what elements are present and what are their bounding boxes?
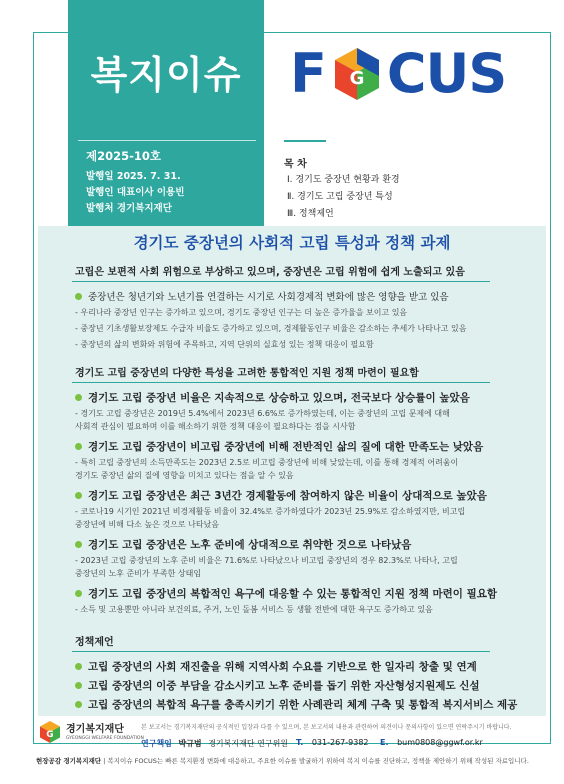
foundation-name: 경기복지재단 (66, 723, 124, 735)
phone-block (296, 738, 369, 747)
list-item (75, 390, 470, 405)
toc-item-3[interactable]: Ⅲ. 정책제언 (287, 209, 334, 219)
bullet-text: 경기도 고립 중장년이 비고립 중장년에 비해 전반적인 삶의 질에 대한 만족도는 낮았음 (88, 441, 484, 453)
bullet-text: 경기도 고립 중장년 비율은 지속적으로 상승하고 있으며, 전국보다 상승률이 높았음 (88, 392, 470, 404)
bullet-dot-icon (75, 590, 82, 597)
email-label: E. (380, 738, 389, 747)
list-item (75, 659, 477, 674)
bottom-text: | 복지이슈 FOCUS는 빠른 복지환경 변화에 대응하고, 주요한 이슈를 발굴하기 위하여 복지 이슈를 진단하고, 정책을 제안하기 위해 작성된 자료입니다. (103, 757, 529, 765)
svg-text:G: G (46, 730, 54, 740)
issue-number: 제2025-10호 (86, 149, 162, 163)
section1-heading: 고립은 보편적 사회 위험으로 부상하고 있으며, 중장년은 고립 위험에 쉽게 노출되고 있음 (75, 267, 465, 278)
report-title: 경기도 중장년의 사회적 고립 특성과 정책 과제 (133, 234, 451, 252)
sub-item: - 우리나라 중장년 인구는 증가하고 있으며, 경기도 중장년 인구는 더 높은 증가율을 보이고 있음 (75, 308, 408, 317)
list-item (75, 537, 411, 552)
sub-item: 경기도 중장년 삶의 질에 영향을 미치고 있다는 점을 알 수 있음 (75, 471, 294, 480)
bullet-text: 고립 중장년의 복합적 욕구를 충족시키기 위한 사례관리 체계 구축 및 통합적 복지서비스 제공 (88, 699, 518, 711)
masthead-divider (78, 140, 256, 141)
sub-item: - 경기도 고립 중장년은 2019년 5.4%에서 2023년 6.6%로 증가하였는데, 이는 중장년의 고립 문제에 대해 (75, 409, 450, 418)
phone-label: T. (296, 738, 304, 747)
list-item (75, 488, 487, 503)
publish-date: 발행일 2025. 7. 31. (86, 171, 181, 182)
section2-heading: 경기도 고립 중장년의 다양한 특성을 고려한 통합적인 지원 정책 마련이 필요함 (75, 368, 419, 379)
toc-item-1[interactable]: Ⅰ. 경기도 중장년 현황과 환경 (287, 175, 400, 185)
bullet-dot-icon (75, 541, 82, 548)
section2-rule (72, 382, 490, 383)
focus-logo (290, 44, 506, 104)
disclaimer-note: 본 보고서는 경기복지재단의 공식적인 입장과 다를 수 있으며, 본 보고서의 내용과 관련하여 의견이나 문의사항이 있으면 연락주시기 바랍니다. (141, 724, 512, 731)
sub-item: 중장년의 노후 준비가 부족한 상태임 (75, 569, 202, 578)
sub-item: - 중장년 기초생활보장제도 수급자 비율도 증가하고 있으며, 경제활동인구 비율은 감소하는 추세가 나타나고 있음 (75, 324, 467, 333)
svg-text:G: G (349, 68, 365, 89)
bullet-text: 고립 중장년의 이중 부담을 감소시키고 노후 준비를 돕기 위한 자산형성지원제도 신설 (88, 680, 480, 692)
list-item (75, 678, 480, 693)
list-item (75, 586, 497, 601)
sub-item: - 코로나19 시기인 2021년 비경제활동 비율이 32.4%로 증가하였다가 2023년 25.9%로 감소하였지만, 비고립 (75, 507, 466, 516)
list-item (75, 697, 517, 712)
list-item (75, 439, 483, 454)
list-item (75, 289, 449, 303)
email-block (380, 738, 483, 747)
contact-block (141, 738, 288, 749)
toc-heading: 목 차 (284, 159, 307, 170)
section3-heading: 정책제언 (75, 637, 114, 648)
section1-rule (72, 281, 490, 282)
toc-item-2[interactable]: Ⅱ. 경기도 고립 중장년 특성 (287, 192, 393, 202)
bullet-dot-icon (75, 492, 82, 499)
section3-rule (72, 651, 490, 652)
bullet-dot-icon (75, 663, 82, 670)
email-address[interactable]: bum0808@ggwf.or.kr (397, 738, 483, 747)
bottom-note (36, 756, 529, 765)
bullet-dot-icon (75, 701, 82, 708)
bottom-label: 현장공감 경기복지재단 (36, 757, 102, 765)
foundation-logo (38, 720, 144, 744)
toc-accent-line (284, 140, 326, 142)
focus-o-cube-icon (331, 46, 383, 102)
sub-item: 사회적 관심이 필요하며 이를 해소하기 위한 정책 대응이 필요하다는 점을 시사함 (75, 422, 356, 431)
foundation-name-en: GYEONGGI WELFARE FOUNDATION (66, 735, 144, 741)
publisher: 발행인 대표이사 이용빈 (86, 187, 185, 198)
bullet-text: 경기도 고립 중장년의 복합적인 욕구에 대응할 수 있는 통합적인 지원 정책 마련이 필요함 (88, 588, 498, 600)
contact-name: 박규범 (178, 739, 202, 748)
bullet-text: 고립 중장년의 사회 재진출을 위해 지역사회 수요를 기반으로 한 일자리 창출 및 연계 (88, 661, 477, 673)
foundation-logo-icon (38, 720, 62, 744)
contact-role: 경기복지재단 연구위원 (208, 739, 289, 748)
sub-item: 중장년에 비해 다소 높은 것으로 나타났음 (75, 520, 220, 529)
sub-item: - 소득 및 고용뿐만 아니라 보건의료, 주거, 노인 돌봄 서비스 등 생활 전반에 대한 욕구도 증가하고 있음 (75, 605, 433, 614)
sub-item: - 특히 고립 중장년의 소득만족도는 2023년 2.5로 비고립 중장년에 비해 낮았는데, 이를 통해 경제적 어려움이 (75, 458, 459, 467)
contact-label: 연구책임 (141, 739, 172, 748)
bullet-text: 중장년은 청년기와 노년기를 연결하는 시기로 사회경제적 변화에 많은 영향을 받고 있음 (88, 292, 449, 303)
bullet-dot-icon (75, 293, 82, 300)
phone-number[interactable]: 031-267-9382 (311, 738, 369, 747)
bullet-dot-icon (75, 394, 82, 401)
focus-logo-cus: CUS (386, 42, 507, 105)
bullet-dot-icon (75, 443, 82, 450)
sub-item: - 2023년 고립 중장년의 노후 준비 비율은 71.6%로 나타났으나 비고립 중장년의 경우 82.3%로 나타나, 고립 (75, 556, 458, 565)
bullet-text: 경기도 고립 중장년은 최근 3년간 경제활동에 참여하지 않은 비율이 상대적으로 높았음 (88, 490, 487, 502)
sub-item: - 중장년의 삶의 변화와 위험에 주목하고, 지역 단위의 실효성 있는 정책 대응이 필요함 (75, 340, 374, 349)
issuer: 발행처 경기복지재단 (86, 203, 172, 214)
bullet-dot-icon (75, 682, 82, 689)
series-title: 복지이슈 (90, 53, 242, 97)
masthead-block (68, 0, 264, 228)
focus-logo-f: F (290, 42, 327, 105)
bullet-text: 경기도 고립 중장년은 노후 준비에 상대적으로 취약한 것으로 나타났음 (88, 539, 412, 551)
